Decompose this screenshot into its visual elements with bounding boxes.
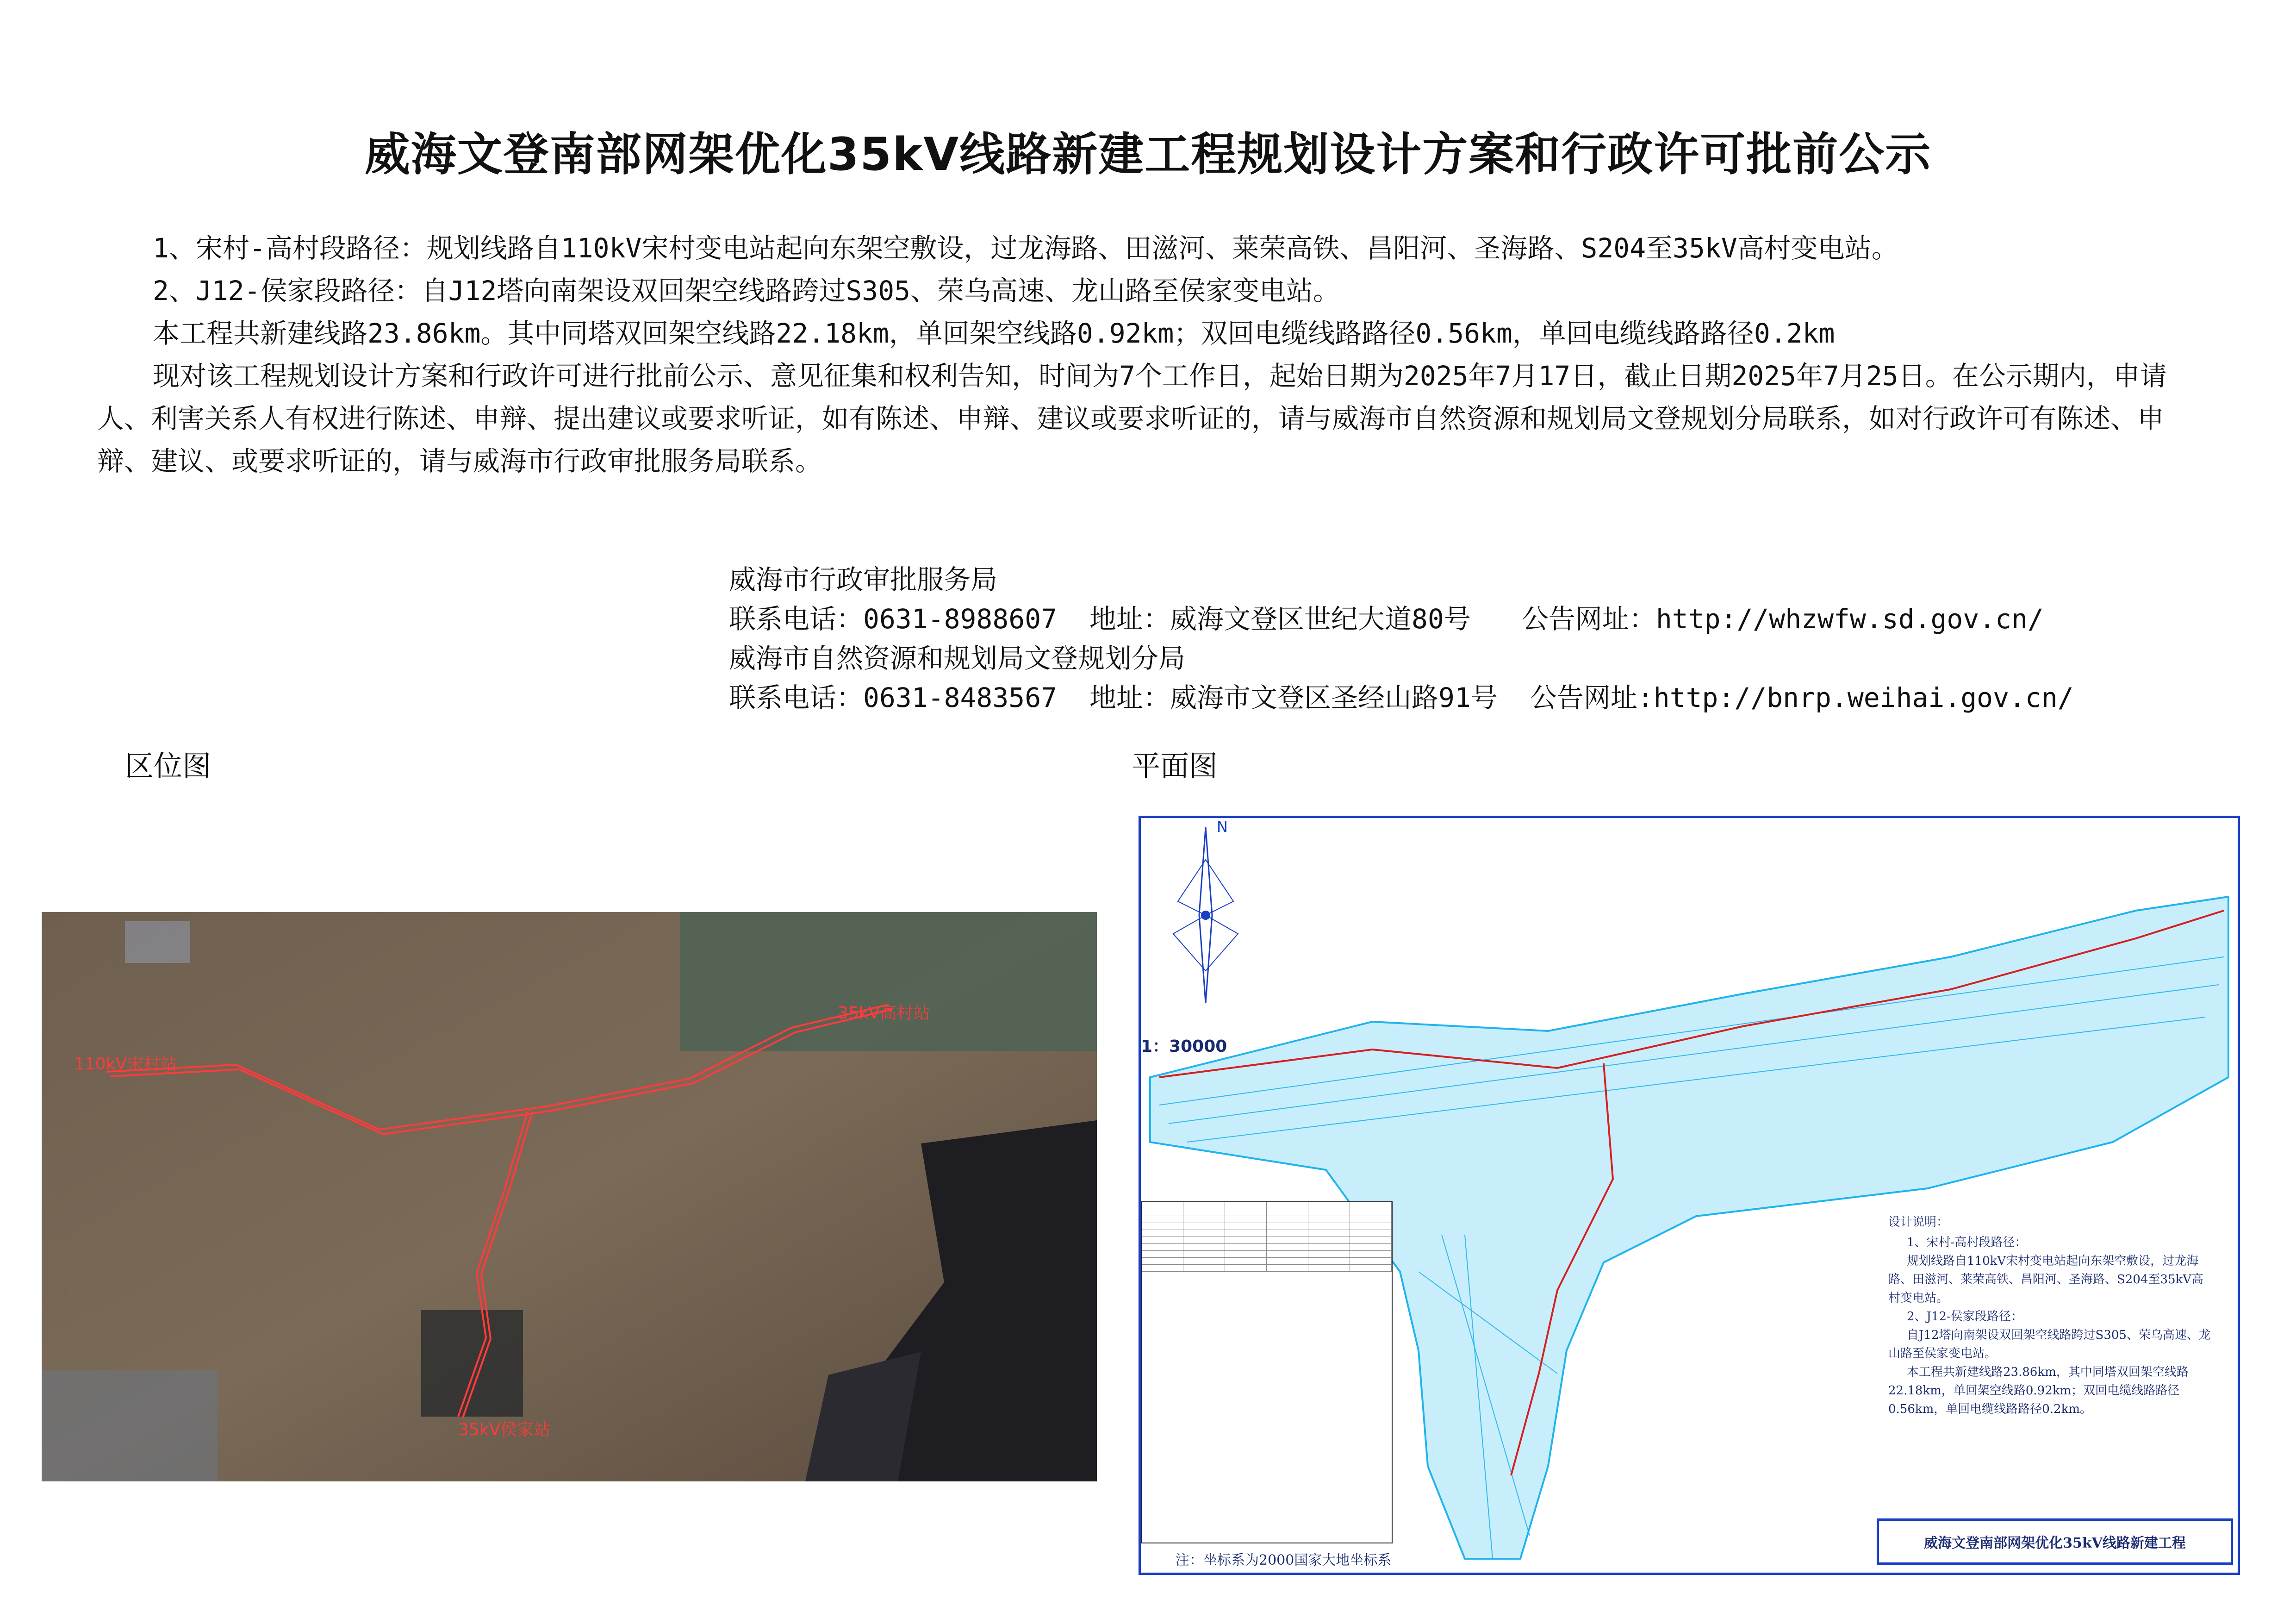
plan-scale: 1：30000 [1141, 1037, 1227, 1056]
org2-contact-line [729, 678, 2074, 718]
coordinate-system-note: 注：坐标系为2000国家大地坐标系 [1176, 1552, 1392, 1568]
org2-address: 地址：威海市文登区圣经山路91号 [1089, 682, 1498, 713]
org1-website[interactable]: 公告网址：http://whzwfw.sd.gov.cn/ [1521, 603, 2044, 635]
paragraph-notice: 现对该工程规划设计方案和行政许可进行批前公示、意见征集和权利告知，时间为7个工作日，起始日期为2025年7月17日，截止日期2025年7月25日。在公示期内，申请人、利害关系人有权进行陈述、申辩、提出建议或要求听证，如有陈述、申辩、建议或要求听证的，请与威海市自然资源和规划局文登规划分局联系，如对行政许可有陈述、申辩、建议、或要求听证的，请与威海市行政审批服务局联系。 [97, 360, 2167, 477]
paragraph-route-1: 1、宋村-高村段路径：规划线路自110kV宋村变电站起向东架空敷设，过龙海路、田滋河、莱荣高铁、昌阳河、圣海路、S204至35kV高村变电站。 [153, 232, 1898, 264]
design-note-2-title: 2、J12-侯家段路径： [1907, 1310, 2023, 1324]
org1-contact-line [729, 600, 2044, 639]
design-note-2-body: 自J12塔向南架设双回架空线路跨过S305、荣乌高速、龙山路至侯家变电站。 [1888, 1328, 2211, 1361]
org1-name: 威海市行政审批服务局 [729, 564, 998, 595]
satellite-image [42, 912, 1097, 1481]
coordinate-table [1141, 1201, 1393, 1543]
north-arrow-icon [1173, 818, 1238, 1003]
paragraph-summary: 本工程共新建线路23.86km。其中同塔双回架空线路22.18km，单回架空线路0.92km；双回电缆线路路径0.56km，单回电缆线路路径0.2km [153, 318, 1835, 349]
org1-address: 地址：威海文登区世纪大道80号 [1089, 603, 1471, 635]
north-label: N [1217, 818, 1228, 836]
org2-phone: 联系电话：0631-8483567 [729, 682, 1058, 713]
plan-title-block: 威海文登南部网架优化35kV线路新建工程 [1877, 1518, 2233, 1565]
org1-phone: 联系电话：0631-8988607 [729, 603, 1058, 635]
org2-name: 威海市自然资源和规划局文登规划分局 [729, 643, 1186, 674]
plan-map-label: 平面图 [1132, 749, 1218, 783]
location-map-label: 区位图 [125, 749, 212, 783]
design-note-summary: 本工程共新建线路23.86km，其中同塔双回架空线路22.18km，单回架空线路0.92km；双回电缆线路路径0.56km，单回电缆线路路径0.2km。 [1888, 1365, 2189, 1416]
location-map [42, 912, 1097, 1481]
design-notes [1888, 1213, 2212, 1418]
design-note-1-title: 1、宋村-高村段路径： [1907, 1236, 2027, 1249]
label-houjia-station: 35kV侯家站 [458, 1420, 551, 1439]
design-note-1-body: 规划线路自110kV宋村变电站起向东架空敷设，过龙海路、田滋河、莱荣高铁、昌阳河、圣海路、S204至35kV高村变电站。 [1888, 1254, 2204, 1305]
label-gaocun-station: 35kV高村站 [838, 1004, 930, 1023]
org2-website[interactable]: 公告网址:http://bnrp.weihai.gov.cn/ [1530, 682, 2074, 713]
paragraph-route-2: 2、J12-侯家段路径：自J12塔向南架设双回架空线路跨过S305、荣乌高速、龙山路至侯家变电站。 [153, 275, 1340, 306]
page-title: 威海文登南部网架优化35kV线路新建工程规划设计方案和行政许可批前公示 [364, 128, 1932, 181]
design-notes-title: 设计说明： [1888, 1215, 1949, 1229]
label-songcun-station: 110kV宋村站 [74, 1055, 177, 1074]
